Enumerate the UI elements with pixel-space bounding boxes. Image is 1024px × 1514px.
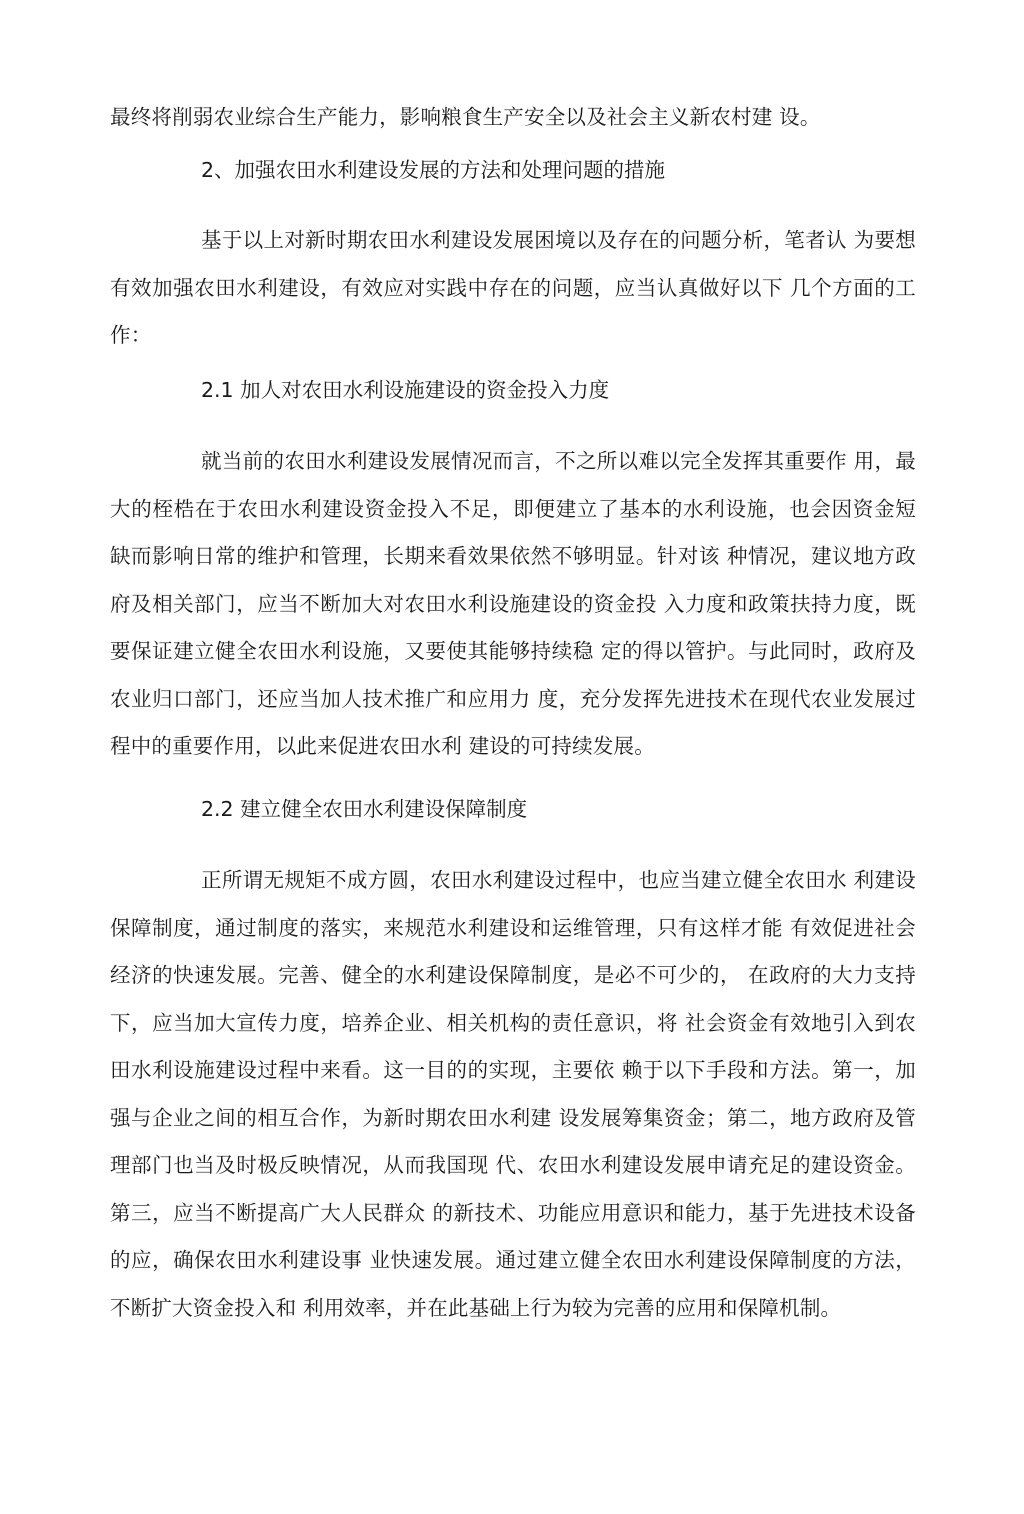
section-heading-2: 2、加强农田水利建设发展的方法和处理问题的措施 [201, 158, 666, 182]
paragraph-section-2-intro: 基于以上对新时期农田水利建设发展困境以及存在的问题分析，笔者认 为要想有效加强农田水利建设，有效应对实践中存在的问题，应当认真做好以下 几个方面的工作： [110, 228, 916, 347]
paragraph-subsection-2-1: 就当前的农田水利建设发展情况而言，不之所以难以完全发挥其重要作 用，最大的桎梏在于农田水利建设资金投入不足，即便建立了基本的水利设施，也会因资金短缺而影响日常的维护和管理，长期来看效果依然不够明显。针对该 种情况，建议地方政府及相关部门，应当不断加大对农田水利设施建设的资金投 入力度和政策扶持力度，既要保证建立健全农田水利设施，又要使其能够持续稳 定的得以管护。与此同时，政府及农业归口部门，还应当加人技术推广和应用力 度，充分发挥先进技术在现代农业发展过程中的重要作用，以此来促进农田水利 建设的可持续发展。 [110, 449, 916, 758]
subsection-heading-2-1: 2.1 加人对农田水利设施建设的资金投入力度 [201, 378, 610, 402]
paragraph-subsection-2-2: 正所谓无规矩不成方圆，农田水利建设过程中，也应当建立健全农田水 利建设保障制度，通过制度的落实，来规范水利建设和运维管理，只有这样才能 有效促进社会经济的快速发展。完善、健全的水利建设保障制度，是必不可少的， 在政府的大力支持下，应当加大宣传力度，培养企业、相关机构的责任意识，将 社会资金有效地引入到农田水利设施建设过程中来看。这一目的的实现，主要依 赖于以下手段和方法。第一，加强与企业之间的相互合作，为新时期农田水利建 设发展筹集资金；第二，地方政府及管理部门也当及时极反映情况，从而我国现 代、农田水利建设发展申请充足的建设资金。第三，应当不断提高广大人民群众 的新技术、功能应用意识和能力，基于先进技术设备的应，确保农田水利建设事 业快速发展。通过建立健全农田水利建设保障制度的方法，不断扩大资金投入和 利用效率，并在此基础上行为较为完善的应用和保障机制。 [110, 868, 916, 1320]
subsection-heading-2-2: 2.2 建立健全农田水利建设保障制度 [201, 797, 528, 821]
paragraph-intro-ending: 最终将削弱农业综合生产能力，影响粮食生产安全以及社会主义新农村建 设。 [110, 105, 821, 129]
